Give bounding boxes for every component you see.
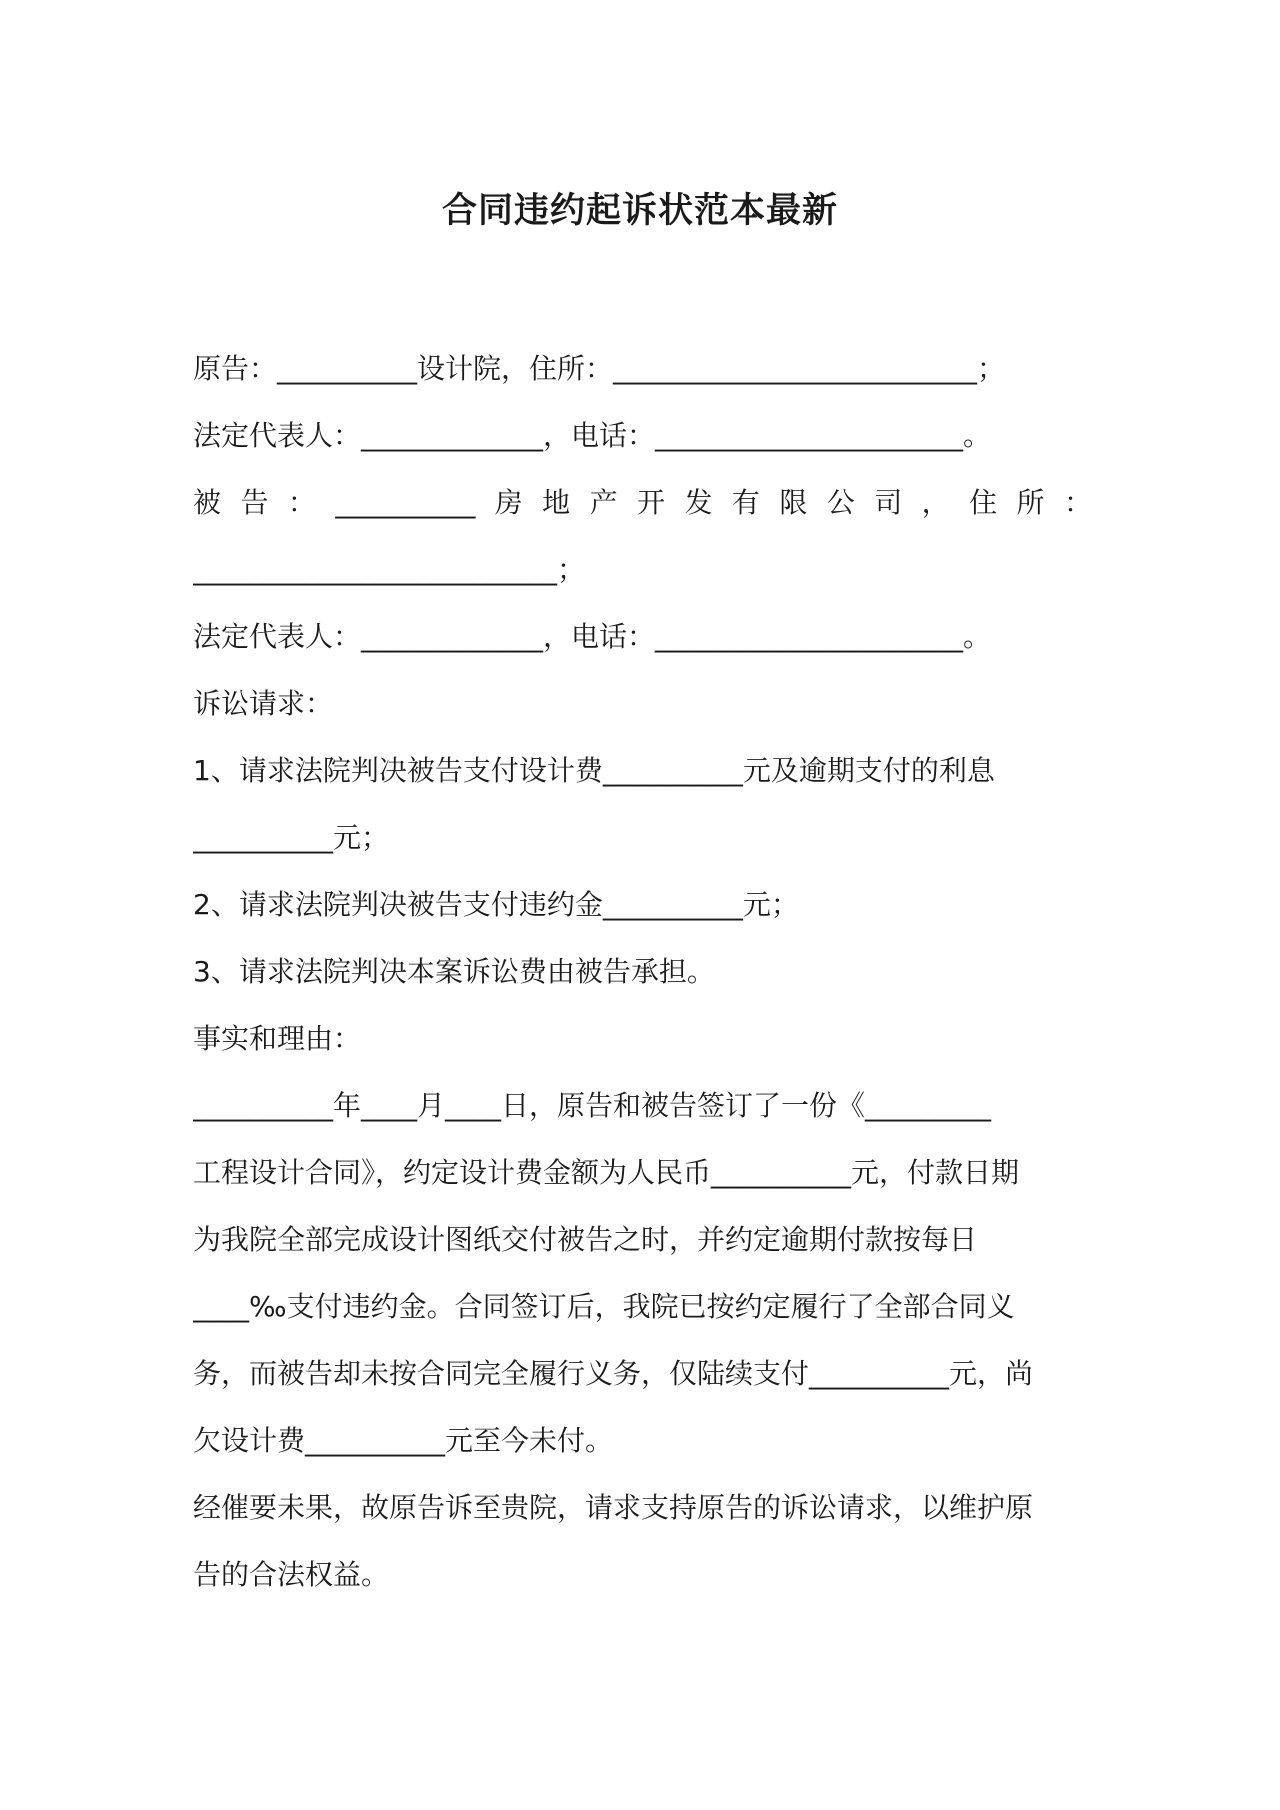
defendant-char: 住 [969,486,998,519]
defendant-char: 产 [589,486,618,519]
defendant-char: 发 [684,486,713,519]
claim-1-line: 1、请求法院判决被告支付设计费__________元及逾期支付的利息 [193,754,995,787]
defendant-char: 司 [874,486,903,519]
defendant-char: 地 [542,486,571,519]
defendant-char: 有 [731,486,760,519]
claim-3-line: 3、请求法院判决本案诉讼费由被告承担。 [193,955,715,988]
defendant-char: 所 [1016,486,1045,519]
defendant-char: 告 [240,486,269,519]
conclusion-line: 经催要未果，故原告诉至贵院，请求支持原告的诉讼请求，以维护原 [193,1491,1034,1524]
defendant-char: ， [921,486,950,519]
conclusion-line: 告的合法权益。 [193,1558,390,1591]
document-title: 合同违约起诉状范本最新 [441,191,838,231]
facts-paragraph-line: ____‰支付违约金。合同签订后，我院已按约定履行了全部合同义 [193,1290,1015,1323]
defendant-address-line: __________________________； [193,553,586,586]
facts-paragraph-line: 为我院全部完成设计图纸交付被告之时，并约定逾期付款按每日 [193,1223,978,1256]
defendant-char: 房 [494,486,523,519]
facts-paragraph-line: 欠设计费__________元至今未付。 [193,1424,614,1457]
defendant-char: 公 [826,486,855,519]
defendant-char: ： [287,486,316,519]
claim-1-continued: __________元； [193,821,390,854]
claims-heading: 诉讼请求： [193,687,334,720]
defendant-char: 限 [779,486,808,519]
plaintiff-line: 原告：__________设计院，住所：__________________________； [193,352,1006,385]
plaintiff-representative-line: 法定代表人：_____________，电话：______________________。 [193,419,992,452]
defendant-name-blank: __________ [335,486,476,519]
facts-paragraph-line: __________年____月____日，原告和被告签订了一份《_________ [193,1089,992,1122]
defendant-line [193,469,1092,536]
facts-paragraph-line: 工程设计合同》，约定设计费金额为人民币__________元，付款日期 [193,1156,1020,1189]
defendant-char: 开 [637,486,666,519]
defendant-representative-line: 法定代表人：_____________，电话：______________________。 [193,620,992,653]
facts-paragraph-line: 务，而被告却未按合同完全履行义务，仅陆续支付__________元，尚 [193,1357,1034,1390]
defendant-char: ： [1063,486,1092,519]
defendant-char: 被 [193,486,222,519]
facts-heading: 事实和理由： [193,1022,362,1055]
claim-2-line: 2、请求法院判决被告支付违约金__________元； [193,888,799,921]
document-body [193,335,1092,1608]
